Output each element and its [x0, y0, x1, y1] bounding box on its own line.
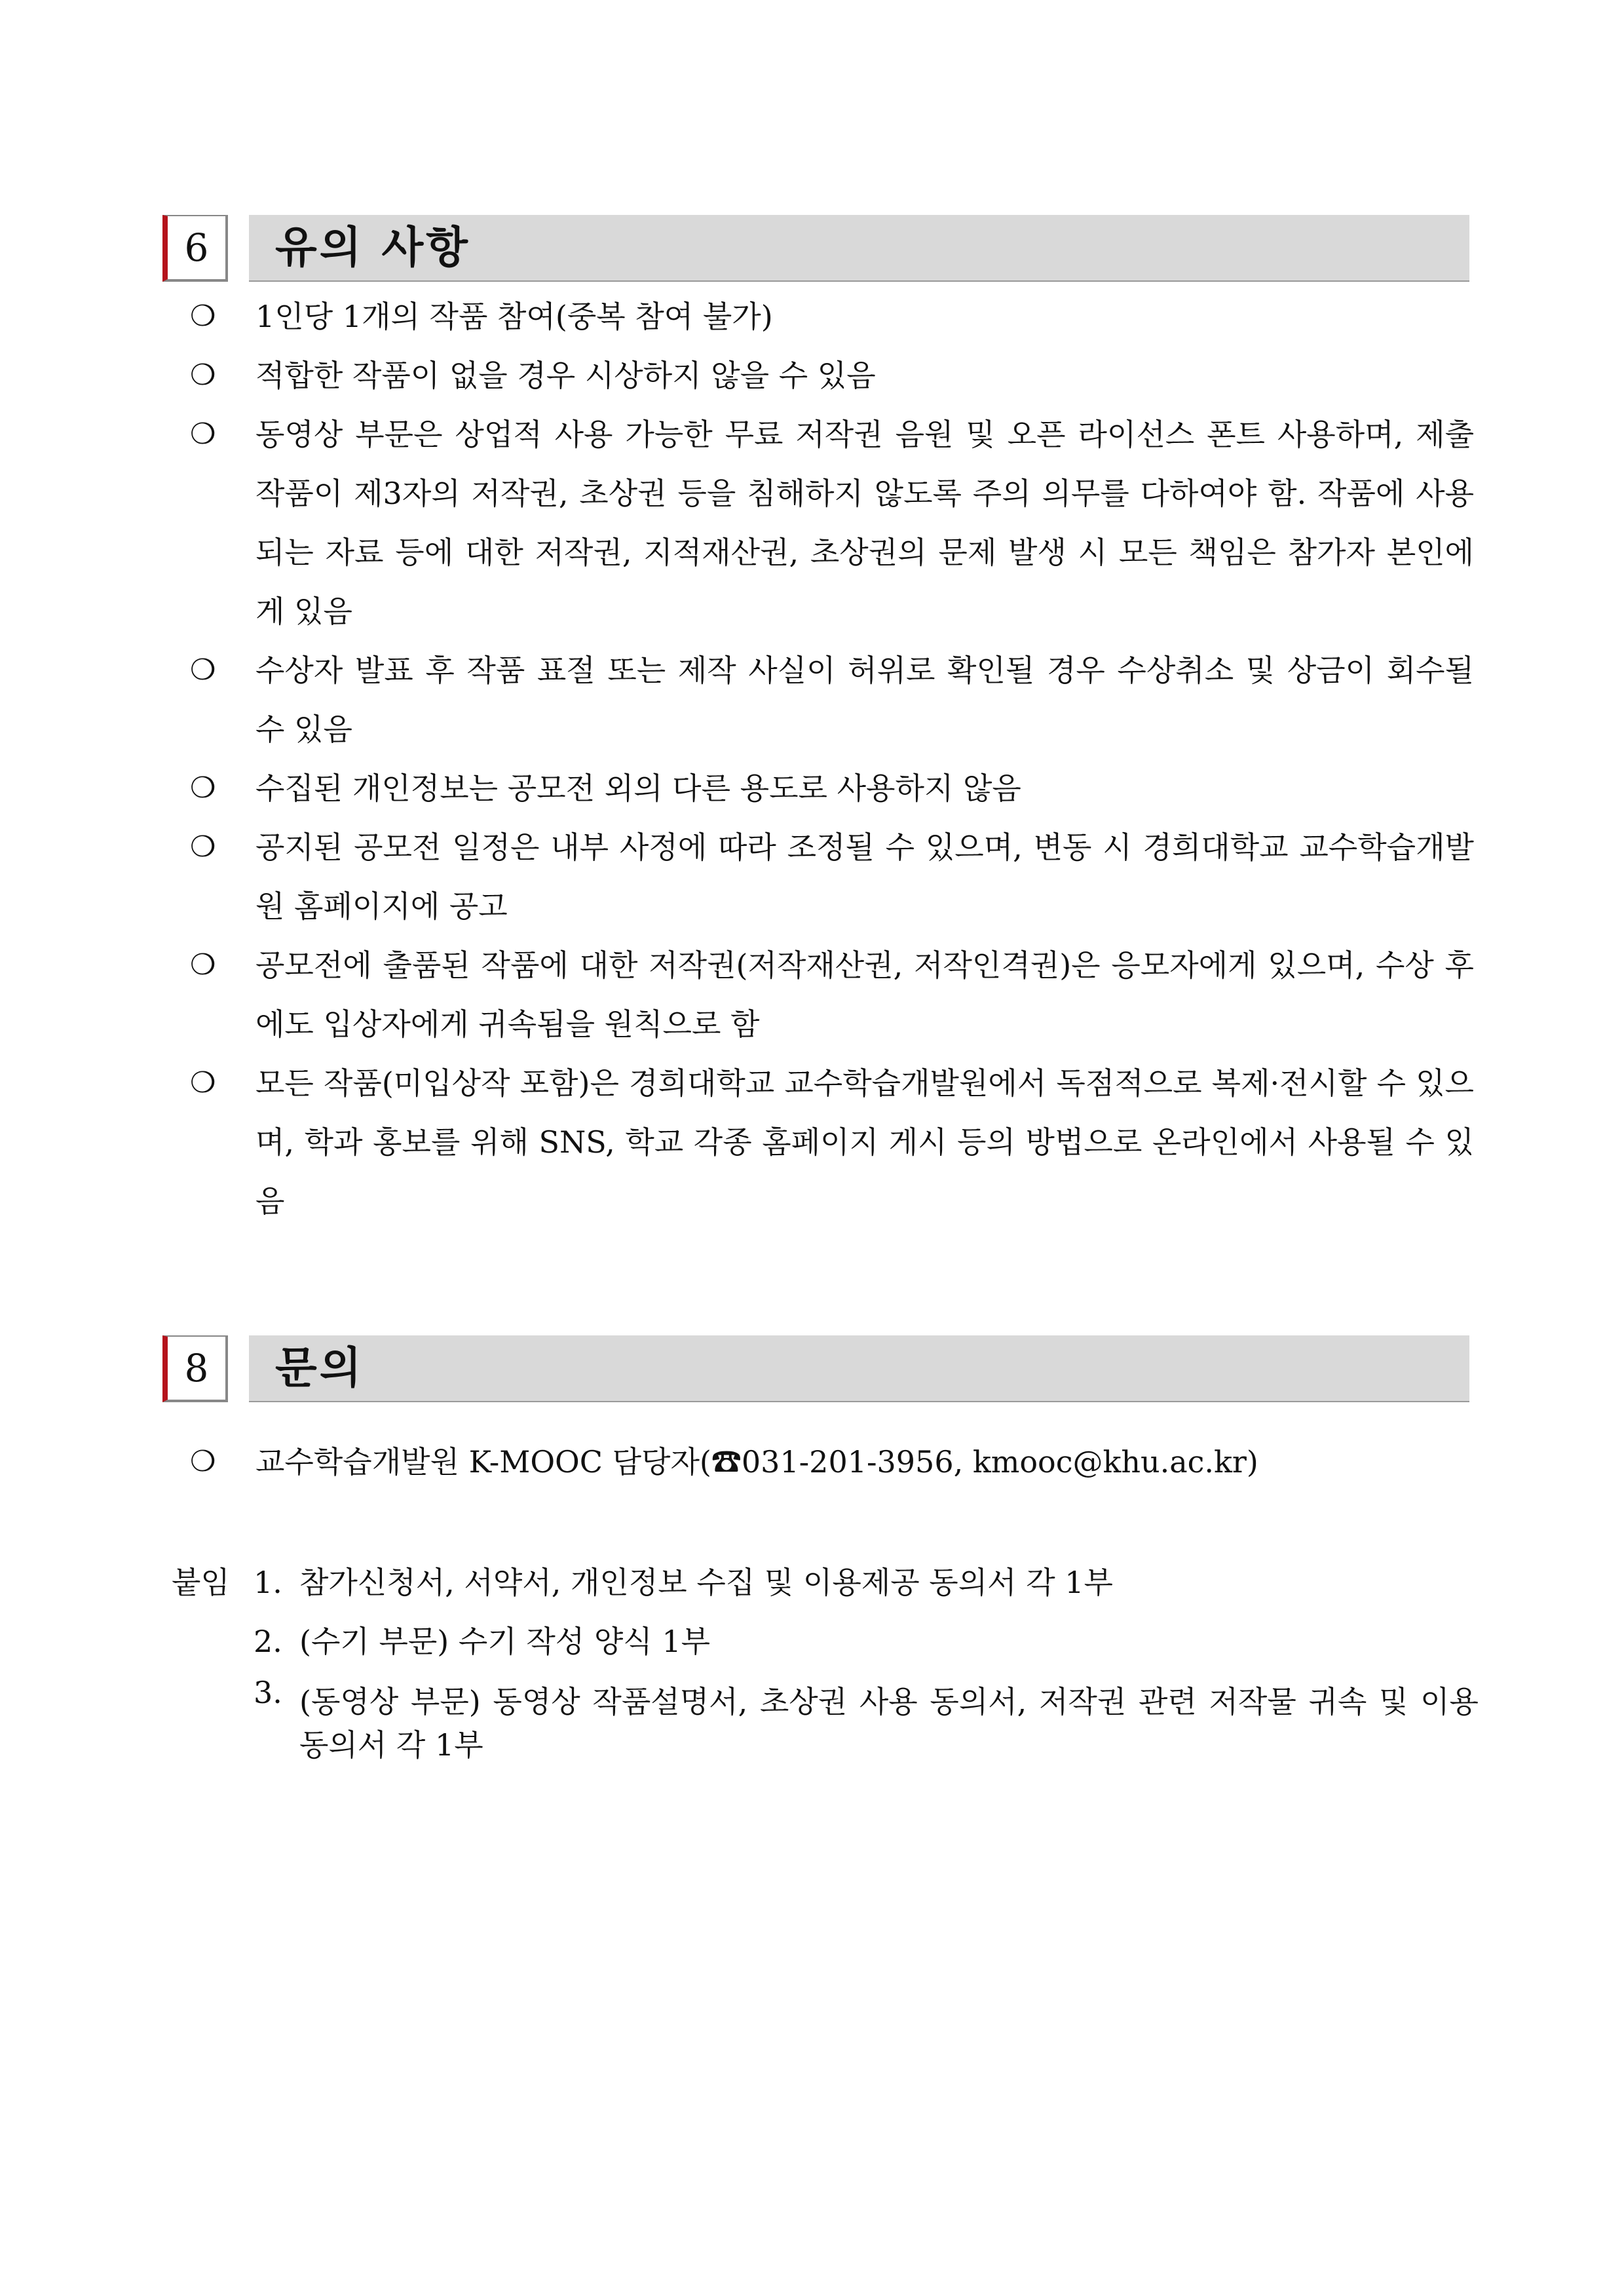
list-item — [190, 1432, 1474, 1491]
section-number: 8 — [162, 1335, 228, 1402]
notice-list — [190, 287, 1474, 1231]
list-item — [190, 346, 1474, 405]
section-8-header — [162, 1335, 1469, 1402]
list-item-text: 모든 작품(미입상작 포함)은 경희대학교 교수학습개발원에서 독점적으로 복제·전시할 수 있으며, 학과 홍보를 위해 SNS, 학교 각종 홈페이지 게시 등의 방법으로 온라인에서 사용될 수 있음 — [255, 1065, 1474, 1219]
contact-text: 교수학습개발원 K-MOOC 담당자(☎031-201-3956, kmooc@khu.ac.kr) — [255, 1444, 1258, 1480]
attachments-label: 붙임 — [172, 1565, 230, 1600]
section-title: 문의 — [275, 1343, 364, 1393]
attachment-item — [254, 1612, 1479, 1671]
list-item-text: 수상자 발표 후 작품 표절 또는 제작 사실이 허위로 확인될 경우 수상취소 및 상금이 회수될 수 있음 — [255, 653, 1474, 747]
list-item-text: 공모전에 출품된 작품에 대한 저작권(저작재산권, 저작인격권)은 응모자에게 있으며, 수상 후에도 입상자에게 귀속됨을 원칙으로 함 — [255, 947, 1474, 1042]
attachment-number: 3. — [254, 1675, 282, 1710]
list-item-text: 동영상 부문은 상업적 사용 가능한 무료 저작권 음원 및 오픈 라이선스 폰트 사용하며, 제출 작품이 제3자의 저작권, 초상권 등을 침해하지 않도록 주의 의무를 다하여야 함. 작품에 사용되는 자료 등에 대한 저작권, 지적재산권, 초상권의 문제 발생 시 모든 책임은 참가자 본인에게 있음 — [255, 417, 1474, 629]
list-item — [190, 759, 1474, 818]
circle-bullet-icon: ❍ — [190, 830, 216, 864]
section-6-header — [162, 215, 1469, 282]
section-title-bar — [249, 215, 1469, 282]
circle-bullet-icon: ❍ — [190, 1445, 216, 1478]
circle-bullet-icon: ❍ — [190, 771, 216, 805]
attachment-text: (수기 부문) 수기 작성 양식 1부 — [299, 1624, 711, 1659]
list-item — [190, 405, 1474, 641]
attachment-list — [254, 1553, 1479, 1767]
list-item-text: 적합한 작품이 없을 경우 시상하지 않을 수 있음 — [255, 358, 876, 393]
list-item — [190, 641, 1474, 759]
attachment-text: (동영상 부문) 동영상 작품설명서, 초상권 사용 동의서, 저작권 관련 저작물 귀속 및 이용 동의서 각 1부 — [299, 1684, 1479, 1763]
circle-bullet-icon: ❍ — [190, 299, 216, 333]
attachment-number: 2. — [254, 1624, 282, 1659]
attachment-text: 참가신청서, 서약서, 개인정보 수집 및 이용제공 동의서 각 1부 — [299, 1565, 1113, 1600]
attachment-item — [254, 1671, 1479, 1767]
circle-bullet-icon: ❍ — [190, 653, 216, 687]
section-title: 유의 사항 — [275, 222, 471, 273]
attachment-number: 1. — [254, 1565, 282, 1600]
circle-bullet-icon: ❍ — [190, 948, 216, 982]
list-item-text: 1인당 1개의 작품 참여(중복 참여 불가) — [255, 299, 773, 334]
section-title-bar — [249, 1335, 1469, 1402]
list-item-text: 공지된 공모전 일정은 내부 사정에 따라 조정될 수 있으며, 변동 시 경희대학교 교수학습개발원 홈페이지에 공고 — [255, 830, 1474, 924]
list-item-text: 수집된 개인정보는 공모전 외의 다른 용도로 사용하지 않음 — [255, 771, 1021, 806]
contact-list — [190, 1432, 1474, 1491]
circle-bullet-icon: ❍ — [190, 417, 216, 451]
circle-bullet-icon: ❍ — [190, 1066, 216, 1100]
list-item — [190, 287, 1474, 346]
list-item — [190, 936, 1474, 1054]
list-item — [190, 1054, 1474, 1231]
circle-bullet-icon: ❍ — [190, 358, 216, 392]
attachment-item — [254, 1553, 1479, 1612]
section-number: 6 — [162, 215, 228, 282]
list-item — [190, 818, 1474, 936]
